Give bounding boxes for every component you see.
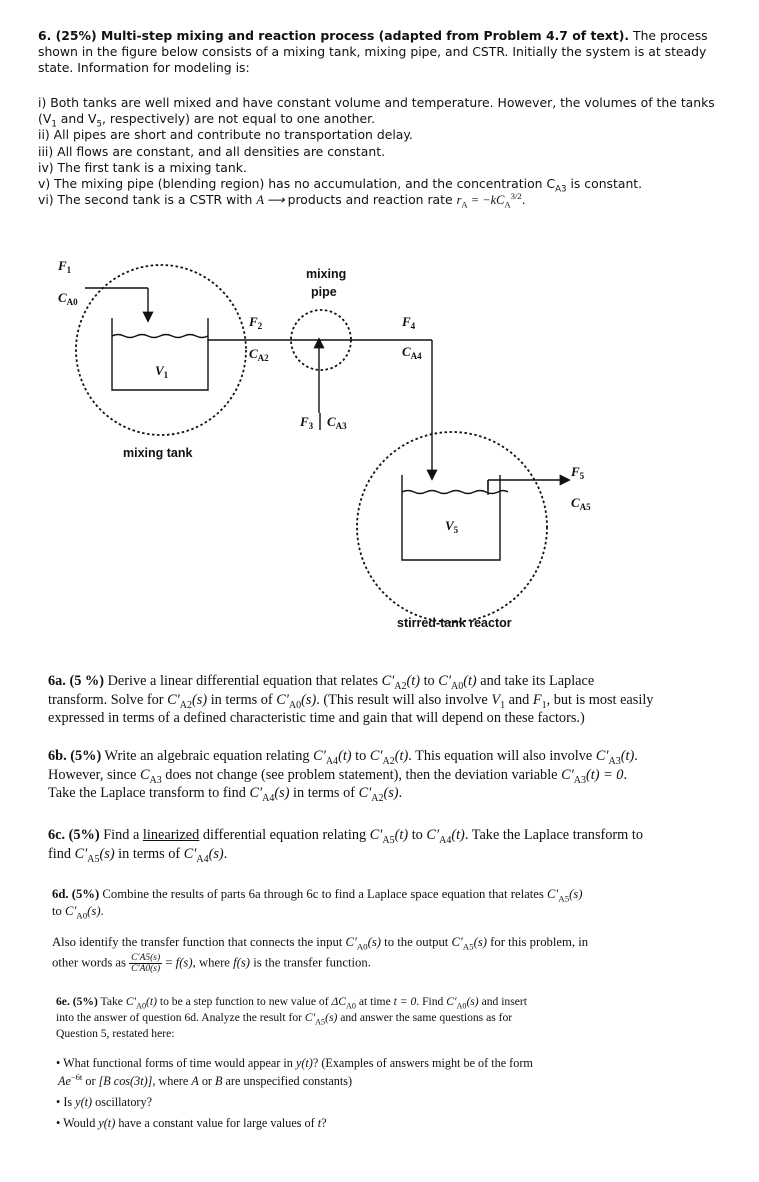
question-6b: 6b. (5%) Write an algebraic equation relating $C'_{A4}(t)$ to $C'_{A2}(t)$. This equation will also involve $C'_{A3}(t)$. However, since $C_{A3}$ does not change (see problem statement), then the deviation variable $C'_{A3}(t) = 0$. Take the Laplace transform to find $C'_{A4}(s)$ in terms of $C'_{A2}(s)$. <box>48 748 638 804</box>
question-5-bullets: • What functional forms of time would appear in y(t)? (Examples of answers might be of the form $Ae^{-6t}$ or [B cos(3t)], where A or B are unspecified constants) • Is y(t) oscillatory? • Would y(t) have a constant value for large values of t? <box>56 1054 706 1132</box>
label-mixing-pipe-2: pipe <box>311 285 337 299</box>
reactor-liquid-level <box>402 491 508 494</box>
problem-heading: 6. (25%) Multi-step mixing and reaction process (adapted from Problem 4.7 of text). <box>38 28 630 43</box>
assumption-iii: iii) All flows are constant, and all densities are constant. <box>38 143 386 159</box>
mixing-tank-boundary <box>76 265 246 435</box>
assumption-i: i) Both tanks are well mixed and have constant volume and temperature. However, the volumes of the tanks ($V_1$ and $V_5$, respectively) are not equal to one another. <box>38 95 715 130</box>
transfer-function-fraction: $\frac{C'A5(s)}{C'A0(s)}$ <box>131 953 161 974</box>
mixing-tank-liquid-level <box>112 335 208 338</box>
label-mixing-tank: mixing tank <box>123 446 193 460</box>
question-6e: 6e. (5%) Take $C'_{A0}(t)$ to be a step function to new value of $\Delta C_{A0}$ at time t = 0. Find $C'_{A0}(s)$ and insert into the answer of question 6d. Analyze the result for $C'_{A5}(s)$ and answer the same questions as for Question 5, restated here: <box>56 995 527 1040</box>
question-6a: 6a. (5 %) Derive a linear differential equation that relates $C'_{A2}(t)$ to $C'_{A0}(t)$ and take its Laplace transform. Solve for $C'_{A2}(s)$ in terms of $C'_{A0}(s)$. (This result will also involve $V_1$ and $F_1$, but is most easily expressed in terms of a defined characteristic time and gain that will depend on these factors.) <box>48 673 654 726</box>
label-f1: $F_1$ <box>58 258 72 275</box>
label-ca2: $C_{A2}$ <box>249 346 269 363</box>
label-f4: $F_4$ <box>402 314 416 331</box>
assumption-vi: vi) The second tank is a CSTR with A ⟶ products and reaction rate $r_A = -kC_A^{3/2}$. <box>38 191 526 210</box>
label-ca3: $C_{A3}$ <box>327 414 347 431</box>
label-stirred-tank: stirred-tank reactor <box>397 616 512 630</box>
question-6d: 6d. (5%) Combine the results of parts 6a through 6c to find a Laplace space equation that relates $C'_{A5}(s)$ to $C'_{A0}(s)$. Also identify the transfer function that connects the input $C'_{A0}(s)$ to the output $C'_{A5}(s)$ for this problem, in other words as $\frac{C'A5(s)}{C'A0(s)}$ = f(s), where f(s) is the transfer function. <box>52 887 589 974</box>
process-diagram <box>40 245 600 645</box>
label-f2: $F_2$ <box>249 314 263 331</box>
problem-intro-text: The process shown in the figure below consists of a mixing tank, mixing pipe, and CSTR. Initially the system is at steady state. Information for modeling is: <box>38 28 708 75</box>
assumption-ii: ii) All pipes are short and contribute no transportation delay. <box>38 127 413 143</box>
question-6c: 6c. (5%) Find a linearized differential equation relating $C'_{A5}(t)$ to $C'_{A4}(t)$. Take the Laplace transform to find $C'_{A5}(s)$ in terms of $C'_{A4}(s)$. <box>48 827 643 865</box>
assumption-v: v) The mixing pipe (blending region) has no accumulation, and the concentration $C_{A3}$ is constant. <box>38 176 643 195</box>
label-mixing-pipe-1: mixing <box>306 267 347 281</box>
label-ca0: $C_{A0}$ <box>58 290 78 307</box>
bullet-constant-value: • Would y(t) have a constant value for large values of t? <box>56 1116 327 1130</box>
assumptions-list <box>38 95 728 208</box>
mixing-tank-vessel <box>112 318 208 390</box>
label-v5: $V_5$ <box>445 518 459 535</box>
bullet-oscillatory: • Is y(t) oscillatory? <box>56 1095 152 1109</box>
problem-intro <box>38 28 728 76</box>
assumption-iv: iv) The first tank is a mixing tank. <box>38 159 247 175</box>
label-f5: $F_5$ <box>571 464 585 481</box>
label-f3: $F_3$ <box>300 414 314 431</box>
bullet-functional-forms: • What functional forms of time would appear in y(t)? (Examples of answers might be of the form <box>56 1056 533 1070</box>
label-v1: $V_1$ <box>155 363 169 380</box>
label-ca4: $C_{A4}$ <box>402 344 422 361</box>
label-ca5: $C_{A5}$ <box>571 495 591 512</box>
